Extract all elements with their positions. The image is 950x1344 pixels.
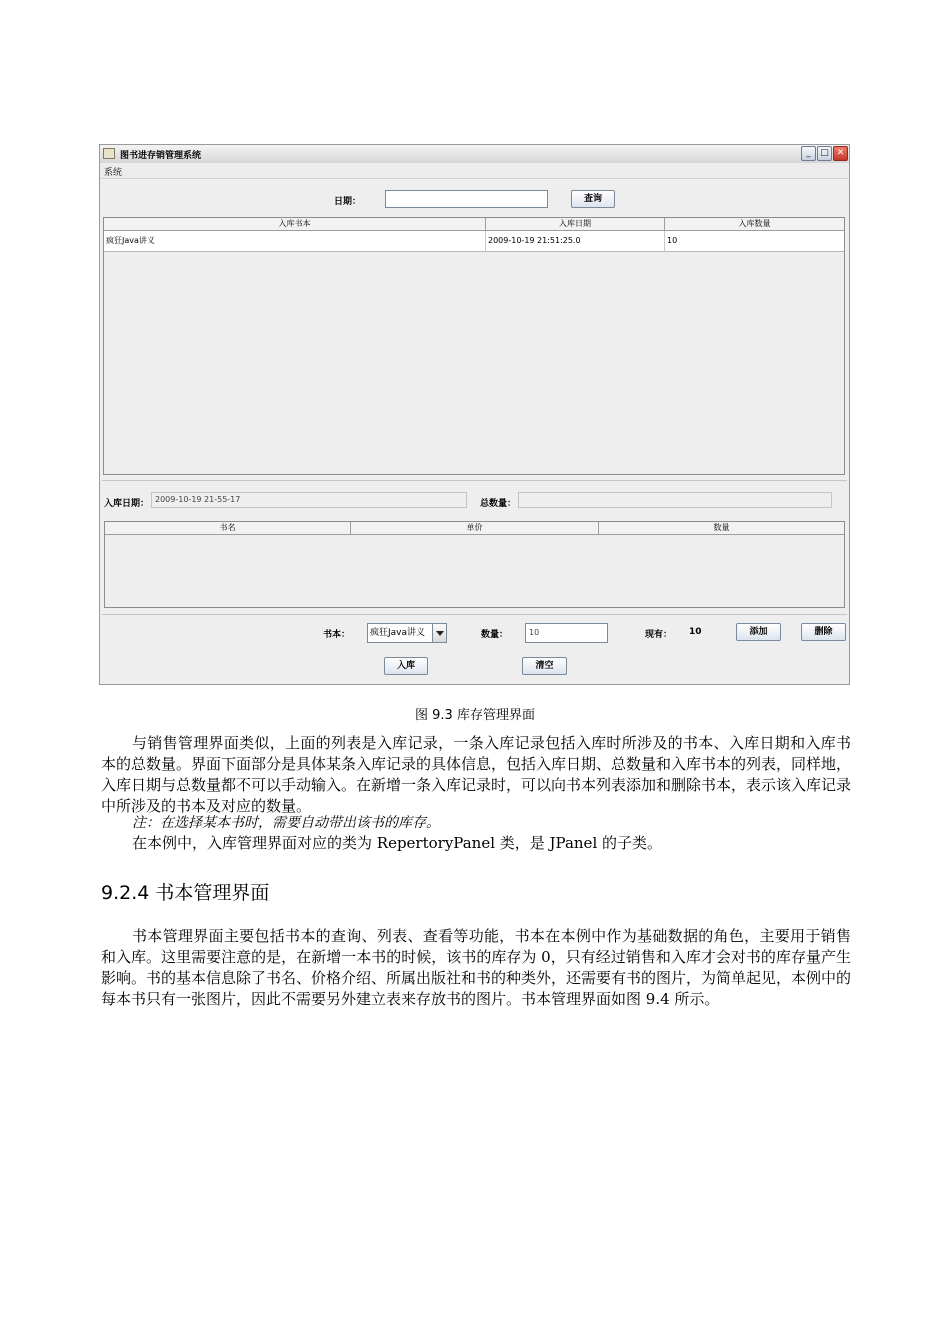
maximize-icon[interactable]: □ [817, 146, 832, 161]
stock-label: 现有： [645, 630, 673, 640]
book-select-value: 疯狂Java讲义 [370, 628, 426, 638]
cell-book: 疯狂Java讲义 [104, 231, 486, 251]
items-table[interactable] [104, 521, 845, 608]
close-icon[interactable]: ✕ [833, 146, 848, 161]
section-divider [102, 480, 847, 481]
column-header-date[interactable]: 入库日期 [486, 218, 665, 230]
column-header-book[interactable]: 入库书本 [104, 218, 486, 230]
paragraph-1: 与销售管理界面类似，上面的列表是入库记录，一条入库记录包括入库时所涉及的书本、入库日期和入库书本的总数量。界面下面部分是具体某条入库记录的具体信息，包括入库日期、总数量和入库书本的列表，同样地，入库日期与总数量都不可以手动输入。在新增一条入库记录时，可以向书本列表添加和删除书本，表示该入库记录中所涉及的书本及对应的数量。 [101, 734, 852, 815]
date-label: 日期： [334, 197, 362, 207]
book-select[interactable] [367, 623, 447, 643]
window-title: 图书进存销管理系统 [120, 151, 202, 161]
column-header-price[interactable]: 单价 [351, 522, 599, 534]
column-header-amount[interactable]: 数量 [713, 523, 730, 532]
section-divider-2 [102, 614, 847, 615]
delete-button[interactable]: 删除 [801, 623, 846, 641]
in-date-label: 入库日期： [104, 499, 150, 509]
in-stock-button[interactable]: 入库 [384, 657, 428, 675]
records-table[interactable] [103, 217, 845, 475]
records-table-header [104, 218, 844, 231]
paragraph-class-info: 在本例中，入库管理界面对应的类为 RepertoryPanel 类，是 JPanel 的子类。 [132, 834, 663, 852]
cell-date: 2009-10-19 21:51:25.0 [486, 231, 665, 251]
title-bar[interactable] [100, 145, 849, 164]
table-row[interactable] [104, 231, 844, 252]
total-qty-label: 总数量： [480, 499, 517, 509]
column-header-qty[interactable]: 入库数量 [738, 219, 771, 228]
chevron-down-icon[interactable] [432, 624, 446, 642]
java-app-icon [103, 148, 115, 159]
clear-button[interactable]: 清空 [522, 657, 567, 675]
paragraph-2: 书本管理界面主要包括书本的查询、列表、查看等功能，书本在本例中作为基础数据的角色，主要用于销售和入库。这里需要注意的是，在新增一本书的时候，该书的库存为 0，只有经过销售和入库才会对书的库存量产生影响。书的基本信息除了书名、价格介绍、所属出版社和书的种类外，还需要有书的图片，为简单起见，本例中的每本书只有一张图片，因此不需要另外建立表来存放书的图片。书本管理界面如图 9.4 所示。 [101, 927, 852, 1008]
add-button[interactable]: 添加 [736, 623, 781, 641]
book-label: 书本： [323, 630, 351, 640]
menu-system[interactable]: 系统 [104, 168, 123, 178]
total-qty-field [518, 492, 832, 508]
section-heading: 9.2.4 书本管理界面 [101, 882, 270, 904]
minimize-icon[interactable]: _ [801, 146, 816, 161]
items-table-header [105, 522, 844, 535]
in-date-field: 2009-10-19 21-55-17 [151, 492, 467, 508]
app-window [99, 144, 850, 685]
figure-caption: 图 9.3 库存管理界面 [415, 708, 535, 723]
qty-label: 数量： [481, 630, 509, 640]
date-search-input[interactable] [385, 190, 548, 208]
query-button[interactable]: 查询 [571, 190, 615, 208]
stock-value: 10 [689, 627, 702, 637]
note-text: 注：在选择某本书时，需要自动带出该书的库存。 [132, 815, 440, 831]
column-header-name[interactable]: 书名 [105, 522, 351, 534]
menu-bar [100, 163, 849, 179]
cell-qty: 10 [667, 236, 678, 245]
qty-input[interactable]: 10 [525, 623, 608, 643]
